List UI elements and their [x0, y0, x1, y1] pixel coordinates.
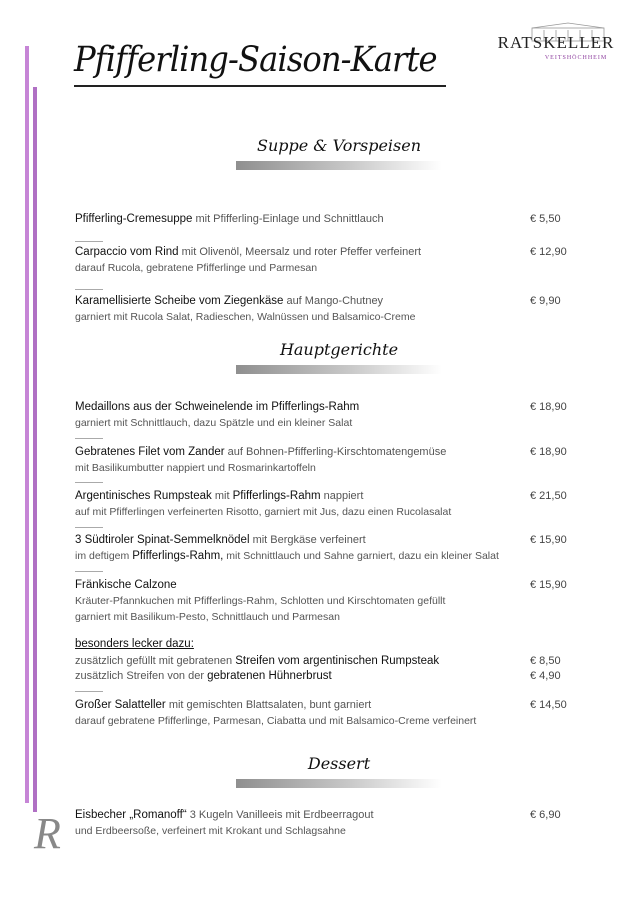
item-desc: auf Bohnen-Pfifferling-Kirschtomatengemüse [224, 446, 447, 458]
decorative-bar-outer [25, 46, 29, 803]
section-header-starters [236, 136, 442, 170]
menu-item [75, 532, 575, 564]
title-underline [74, 85, 446, 87]
item-name: Pfifferling-Cremesuppe [75, 213, 193, 225]
item-detail: darauf gebratene Pfifferlinge, Parmesan, Ciabatta und mit Balsamico-Creme verfeinert [75, 715, 477, 727]
item-price: € 5,50 [530, 213, 561, 225]
section-bar [236, 161, 442, 170]
section-header-mains [236, 340, 442, 374]
extra-price: € 4,90 [530, 670, 561, 682]
menu-item [75, 444, 575, 476]
item-separator [75, 438, 103, 439]
item-desc: mit [211, 490, 233, 502]
section-bar [236, 365, 442, 374]
item-price: € 14,50 [530, 699, 567, 711]
extras-title: besonders lecker dazu: [75, 638, 194, 650]
menu-item [75, 697, 575, 729]
menu-item [75, 293, 575, 325]
item-desc: mit Olivenöl, Meersalz und roter Pfeffer verfeinert [178, 246, 422, 258]
item-desc: mit gemischten Blattsalaten, bunt garniert [165, 699, 372, 711]
extra-highlight: gebratenen Hühnerbrust [207, 670, 332, 682]
item-detail-highlight: Pfifferlings-Rahm, [132, 550, 224, 562]
item-name: 3 Südtiroler Spinat-Semmelknödel [75, 534, 250, 546]
decorative-bar-inner [33, 87, 37, 812]
section-title: Dessert [307, 754, 371, 773]
item-name: Karamellisierte Scheibe vom Ziegenkäse [75, 295, 284, 307]
item-separator [75, 482, 103, 483]
item-detail: garniert mit Basilikum-Pesto, Schnittlauch und Parmesan [75, 611, 340, 623]
item-price: € 18,90 [530, 401, 567, 413]
extra-row [75, 654, 575, 668]
menu-item [75, 488, 575, 520]
extra-desc: zusätzlich gefüllt mit gebratenen [75, 655, 236, 667]
extra-row [75, 669, 575, 683]
footer-monogram: R [34, 809, 61, 858]
menu-item [75, 211, 575, 227]
item-detail: Kräuter-Pfannkuchen mit Pfifferlings-Rahm, Schlotten und Kirschtomaten gefüllt [75, 595, 446, 607]
extra-price: € 8,50 [530, 655, 561, 667]
item-price: € 12,90 [530, 246, 567, 258]
item-separator [75, 241, 103, 242]
item-name: Medaillons aus der Schweinelende im Pfifferlings-Rahm [75, 401, 360, 413]
item-separator [75, 289, 103, 290]
item-separator [75, 527, 103, 528]
item-price: € 15,90 [530, 534, 567, 546]
item-desc: nappiert [320, 490, 364, 502]
item-desc: mit Bergkäse verfeinert [249, 534, 366, 546]
menu-item [75, 244, 575, 276]
item-price: € 21,50 [530, 490, 567, 502]
item-price: € 15,90 [530, 579, 567, 591]
menu-item [75, 399, 575, 431]
item-detail: garniert mit Schnittlauch, dazu Spätzle und ein kleiner Salat [75, 417, 353, 429]
item-detail: mit Basilikumbutter nappiert und Rosmarinkartoffeln [75, 462, 316, 474]
item-desc: mit Pfifferling-Einlage und Schnittlauch [192, 213, 384, 225]
item-name: Großer Salatteller [75, 699, 166, 711]
ratskeller-logo [488, 22, 624, 72]
section-bar [236, 779, 442, 788]
section-title: Suppe & Vorspeisen [256, 136, 422, 155]
item-name-highlight: Pfifferlings-Rahm [232, 490, 321, 502]
item-price: € 18,90 [530, 446, 567, 458]
extra-highlight: Streifen vom argentinischen Rumpsteak [235, 655, 440, 667]
item-detail: im deftigem [75, 550, 133, 562]
item-price: € 9,90 [530, 295, 561, 307]
logo-name: RATSKELLER [497, 33, 615, 52]
item-separator [75, 571, 103, 572]
item-detail: garniert mit Rucola Salat, Radieschen, Walnüssen und Balsamico-Creme [75, 311, 416, 323]
section-header-dessert [236, 754, 442, 788]
item-detail: auf mit Pfifferlingen verfeinerten Risotto, garniert mit Jus, dazu einen Rucolasalat [75, 506, 452, 518]
section-title: Hauptgerichte [279, 340, 399, 359]
item-name: Gebratenes Filet vom Zander [75, 446, 225, 458]
item-name: Fränkische Calzone [75, 579, 177, 591]
item-price: € 6,90 [530, 809, 561, 821]
page-title: Pfifferling-Saison-Karte [74, 40, 437, 80]
item-separator [75, 691, 103, 692]
item-detail: darauf Rucola, gebratene Pfifferlinge und Parmesan [75, 262, 318, 274]
item-name: Carpaccio vom Rind [75, 246, 179, 258]
item-detail: mit Schnittlauch und Sahne garniert, dazu ein kleiner Salat [223, 550, 499, 562]
menu-item [75, 807, 575, 839]
menu-item [75, 577, 575, 625]
item-name: Eisbecher „Romanoff“ [75, 809, 187, 821]
item-desc: auf Mango-Chutney [283, 295, 384, 307]
item-detail: und Erdbeersoße, verfeinert mit Krokant und Schlagsahne [75, 825, 346, 837]
logo-subtitle: VEITSHÖCHHEIM [544, 55, 608, 61]
item-desc: 3 Kugeln Vanilleeis mit Erdbeerragout [186, 809, 374, 821]
extra-desc: zusätzlich Streifen von der [75, 670, 208, 682]
item-name: Argentinisches Rumpsteak [75, 490, 212, 502]
